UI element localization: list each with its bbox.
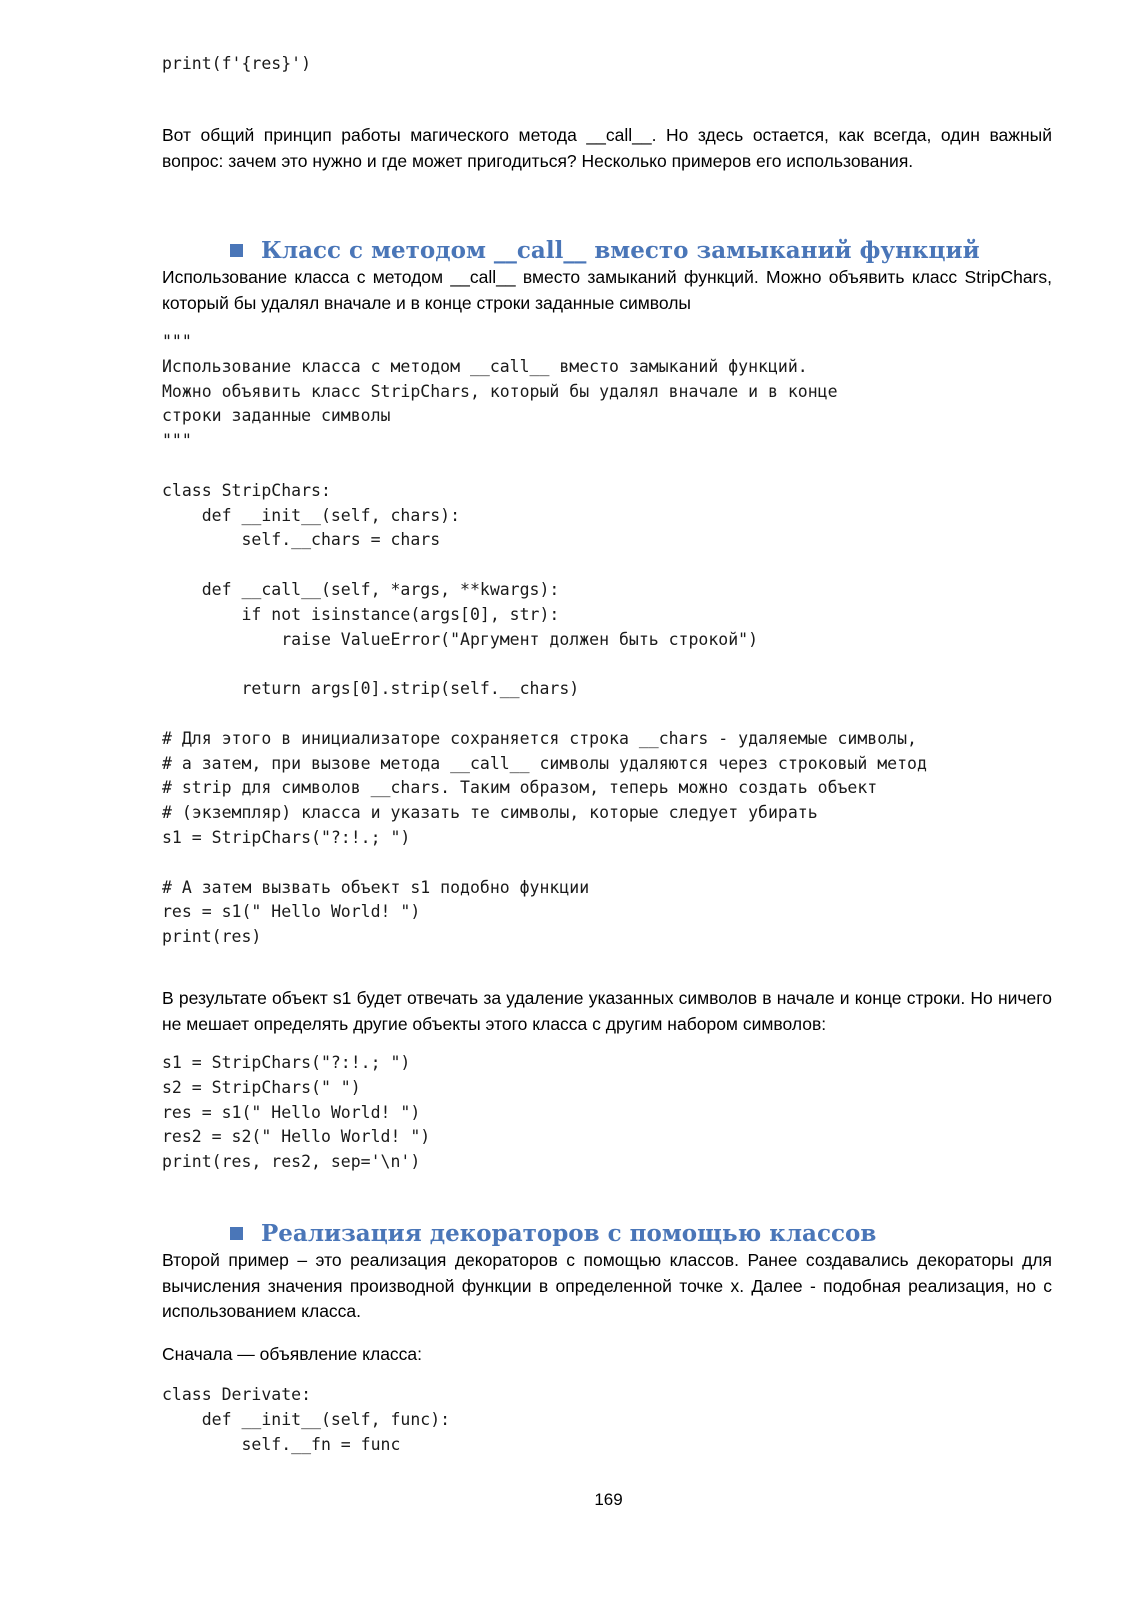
code-block-print: print(f'{res}')	[162, 54, 312, 73]
paragraph-first-declaration: Сначала — объявление класса:	[162, 1344, 423, 1364]
section-heading-decorators	[230, 1220, 876, 1247]
paragraph-intro: Вот общий принцип работы магического метода __call__. Но здесь остается, как всегда, один важный вопрос: зачем это нужно и где может пригодиться? Несколько примеров его использования.	[162, 125, 1052, 171]
section-heading-text: Реализация декораторов с помощью классов	[261, 1220, 877, 1247]
paragraph-result: В результате объект s1 будет отвечать за удаление указанных символов в начале и конце строки. Но ничего не мешает определять другие объекты этого класса с другим набором символов:	[162, 988, 1052, 1034]
code-block-stripchars: """ Использование класса с методом __call__ вместо замыканий функций. Можно объявить класс StripChars, который бы удалял вначале и в конце строки заданные символы """ class StripChars: def __init__(self, chars): self.__chars = chars def __call__(self, *args, **kwargs): if not isinstance(args[0], str): raise ValueError("Аргумент должен быть строкой") return args[0].strip(self.__chars) # Для этого в инициализаторе сохраняется строка __chars - удаляемые символы, # а затем, при вызове метода __call__ символы удаляются через строковый метод # strip для символов __chars. Таким образом, теперь можно создать объект # (экземпляр) класса и указать те символы, которые следует убирать s1 = StripChars("?:!.; ") # А затем вызвать объект s1 подобно функции res = s1(" Hello World! ") print(res)	[162, 332, 927, 947]
section-heading-call-closures	[230, 237, 980, 264]
code-block-derivate: class Derivate: def __init__(self, func): self.__fn = func	[162, 1385, 451, 1454]
paragraph-section2: Второй пример – это реализация декораторов с помощью классов. Ранее создавались декораторы для вычисления значения производной функции в определенной точке x. Далее - подобная реализация, но с использованием класса.	[162, 1250, 1052, 1321]
section-heading-text: Класс с методом __call__ вместо замыканий функций	[261, 237, 980, 264]
square-bullet-icon	[230, 1227, 243, 1240]
page-number: 169	[594, 1490, 623, 1509]
paragraph-section1: Использование класса с методом __call__ вместо замыканий функций. Можно объявить класс StripChars, который бы удалял вначале и в конце строки заданные символы	[162, 267, 1052, 313]
square-bullet-icon	[230, 244, 243, 257]
code-block-two-objects: s1 = StripChars("?:!.; ") s2 = StripChars(" ") res = s1(" Hello World! ") res2 = s2(" Hello World! ") print(res, res2, sep='\n')	[162, 1053, 431, 1172]
